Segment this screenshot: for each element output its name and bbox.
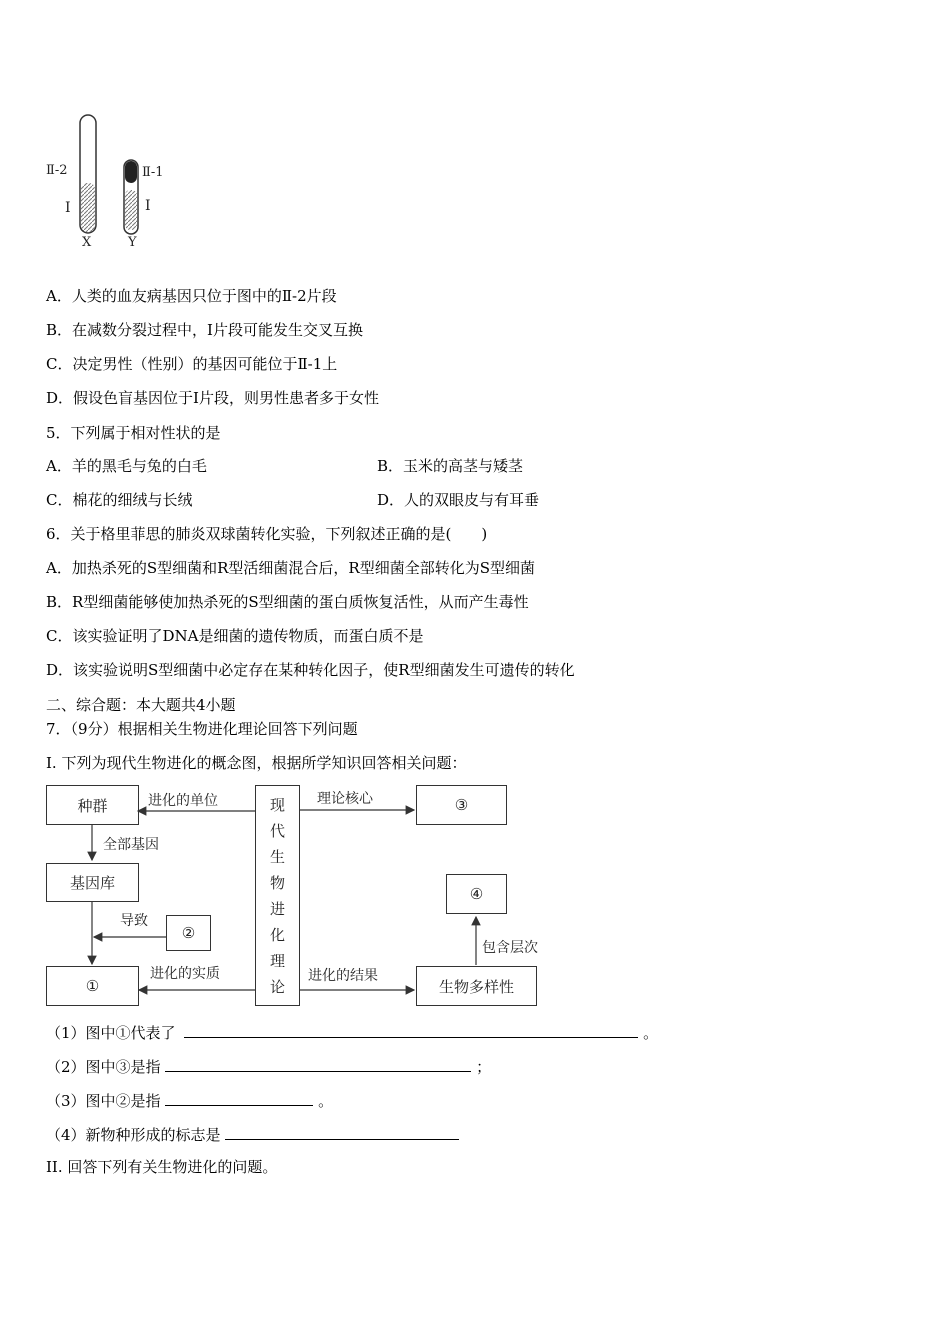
- q4-option-c: C．决定男性（性别）的基因可能位于Ⅱ-1上: [46, 355, 338, 373]
- label-y: Y: [128, 235, 137, 250]
- center-char-1: 现: [269, 795, 285, 814]
- q6-option-b: B．R型细菌能够使加热杀死的S型细菌的蛋白质恢复活性，从而产生毒性: [46, 593, 529, 611]
- label-ii1: Ⅱ-1: [142, 165, 164, 180]
- q7-sub3-answer-blank[interactable]: [165, 1091, 313, 1106]
- q7-sub4-answer-blank[interactable]: [225, 1125, 459, 1140]
- concept-map: [0, 780, 950, 1010]
- label-i-right: Ⅰ: [145, 198, 151, 214]
- q7-sub1-end: 。: [643, 1024, 659, 1042]
- q6-stem: 6．关于格里菲思的肺炎双球菌转化实验，下列叙述正确的是( ): [46, 525, 488, 543]
- y-segment-i: [125, 190, 137, 230]
- label-essence: 进化的实质: [150, 966, 220, 982]
- q7-sub1: [46, 1023, 658, 1042]
- box-gene-pool: 基因库: [46, 863, 139, 902]
- q5-option-b: B．玉米的高茎与矮茎: [377, 457, 524, 475]
- box-circle-1: ①: [46, 966, 139, 1006]
- center-char-8: 论: [269, 977, 285, 996]
- q7-part1-heading: I. 下列为现代生物进化的概念图，根据所学知识回答相关问题：: [46, 754, 467, 772]
- box-population: 种群: [46, 785, 139, 825]
- q7-sub4-text: （4）新物种形成的标志是: [46, 1126, 221, 1144]
- label-levels: 包含层次: [482, 940, 538, 956]
- center-char-3: 生: [269, 847, 285, 866]
- q6-option-d: D．该实验说明S型细菌中必定存在某种转化因子，使R型细菌发生可遗传的转化: [46, 661, 575, 679]
- q7-sub3: [46, 1091, 333, 1110]
- center-char-2: 代: [269, 821, 285, 840]
- q5-option-c: C．棉花的细绒与长绒: [46, 491, 193, 509]
- center-char-5: 进: [269, 899, 285, 918]
- box-circle-3: ③: [416, 785, 507, 825]
- q6-option-a: A．加热杀死的S型细菌和R型活细菌混合后，R型细菌全部转化为S型细菌: [46, 559, 535, 577]
- q7-sub3-end: 。: [318, 1092, 334, 1110]
- q7-stem: 7．（9分）根据相关生物进化理论回答下列问题: [46, 720, 358, 738]
- label-result: 进化的结果: [308, 968, 378, 984]
- box-center-theory: [255, 785, 300, 1006]
- label-all-genes: 全部基因: [103, 837, 159, 853]
- center-char-6: 化: [269, 925, 285, 944]
- q7-sub1-answer-blank[interactable]: [184, 1023, 638, 1038]
- label-x: X: [82, 235, 92, 250]
- q4-option-a: A．人类的血友病基因只位于图中的Ⅱ-2片段: [46, 287, 337, 305]
- q5-option-a: A．羊的黑毛与兔的白毛: [46, 457, 207, 475]
- label-core: 理论核心: [317, 791, 373, 807]
- label-ii2: Ⅱ-2: [46, 163, 68, 178]
- q5-stem: 5．下列属于相对性状的是: [46, 424, 221, 442]
- q6-option-c: C．该实验证明了DNA是细菌的遗传物质，而蛋白质不是: [46, 627, 424, 645]
- q7-sub2: [46, 1057, 491, 1076]
- q7-sub2-end: ；: [476, 1058, 492, 1076]
- chromosome-diagram: [40, 110, 180, 255]
- section-heading: 二、综合题：本大题共4小题: [46, 696, 236, 714]
- y-segment-ii1: [125, 161, 137, 183]
- center-char-7: 理: [269, 951, 285, 970]
- q7-sub2-answer-blank[interactable]: [165, 1057, 471, 1072]
- q7-sub2-text: （2）图中③是指: [46, 1058, 161, 1076]
- label-unit: 进化的单位: [148, 793, 218, 809]
- q7-sub4: [46, 1125, 459, 1144]
- label-cause: 导致: [120, 913, 148, 929]
- box-circle-2: ②: [166, 915, 211, 951]
- x-segment-i: [81, 183, 95, 232]
- box-circle-4: ④: [446, 874, 507, 914]
- q7-sub3-text: （3）图中②是指: [46, 1092, 161, 1110]
- label-i-left: Ⅰ: [65, 200, 71, 216]
- q7-part2-heading: II. 回答下列有关生物进化的问题。: [46, 1158, 278, 1176]
- chromosome-figure: [40, 110, 180, 255]
- q5-option-d: D．人的双眼皮与有耳垂: [377, 491, 540, 509]
- box-biodiversity: 生物多样性: [416, 966, 537, 1006]
- center-char-4: 物: [269, 873, 285, 892]
- q4-option-d: D．假设色盲基因位于I片段，则男性患者多于女性: [46, 389, 379, 407]
- q4-option-b: B．在减数分裂过程中，I片段可能发生交叉互换: [46, 321, 363, 339]
- q7-sub1-text: （1）图中①代表了: [46, 1024, 176, 1042]
